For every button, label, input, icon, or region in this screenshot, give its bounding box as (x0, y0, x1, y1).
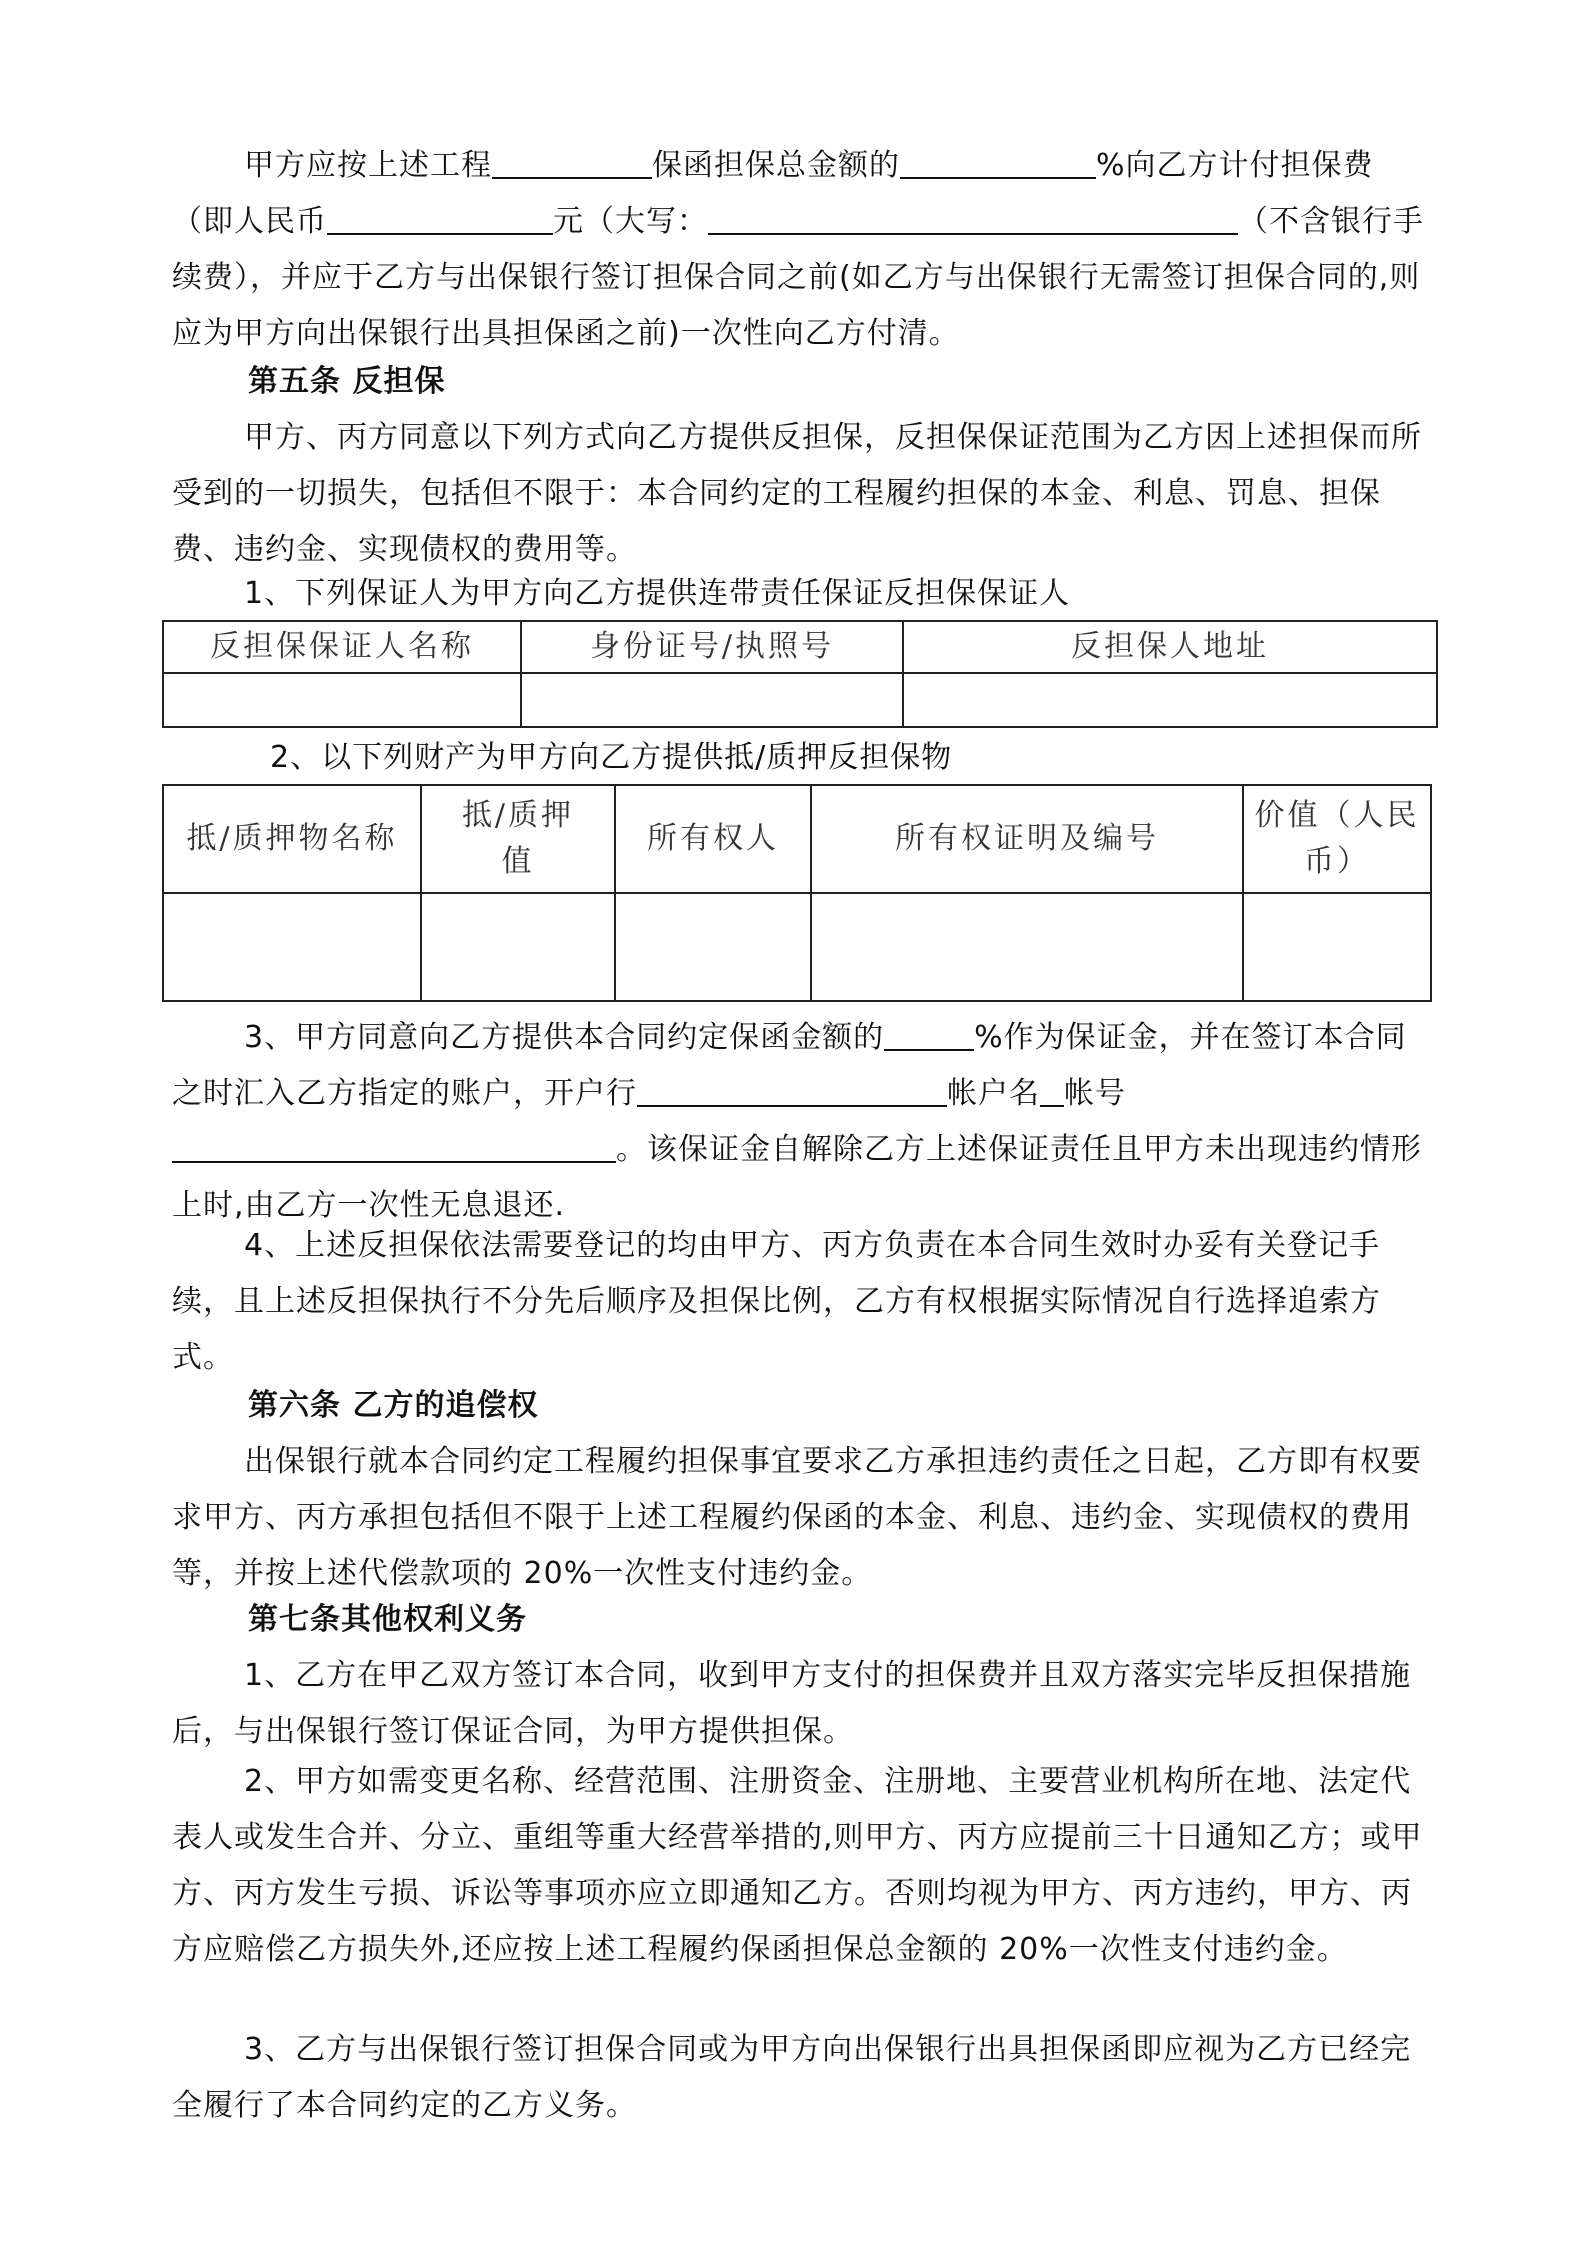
guarantee-fee-paragraph (172, 138, 1432, 362)
article-7-item-2: 2、甲方如需变更名称、经营范围、注册资金、注册地、主要营业机构所在地、法定代表人或发生合并、分立、重组等重大经营举措的,则甲方、丙方应提前三十日通知乙方；或甲方、丙方发生亏损、诉讼等事项亦应立即通知乙方。否则均视为甲方、丙方违约，甲方、丙方应赔偿乙方损失外,还应按上述工程履约保函担保总金额的 20%一次性支付违约金。 (172, 1764, 1423, 1967)
header-cell: 抵/质押物名称 (163, 785, 421, 893)
article-5-intro: 甲方、丙方同意以下列方式向乙方提供反担保，反担保保证范围为乙方因上述担保而所受到的一切损失，包括但不限于：本合同约定的工程履约担保的本金、利息、罚息、担保费、违约金、实现债权的费用等。 (172, 420, 1422, 567)
article-5-title: 第五条 反担保 (248, 364, 446, 399)
table-cell[interactable] (1243, 893, 1431, 1001)
header-cell: 抵/质押值 (421, 785, 615, 893)
article-5-item-3 (172, 1010, 1432, 1234)
text-segment: 3、甲方同意向乙方提供本合同约定保函金额的 (244, 1020, 885, 1055)
blank-account-number[interactable] (172, 1127, 616, 1163)
text-segment: 元（大写： (553, 204, 708, 239)
blank-account-name[interactable] (1040, 1071, 1064, 1107)
header-cell: 反担保人地址 (903, 621, 1437, 673)
collateral-table (162, 784, 1432, 1002)
blank-project[interactable] (492, 143, 652, 179)
text-segment: 帐户名 (947, 1076, 1040, 1111)
article-5-item-4: 4、上述反担保依法需要登记的均由甲方、丙方负责在本合同生效时办妥有关登记手续，且上述反担保执行不分先后顺序及担保比例，乙方有权根据实际情况自行选择追索方式。 (172, 1228, 1381, 1375)
article-7-item-3: 3、乙方与出保银行签订担保合同或为甲方向出保银行出具担保函即应视为乙方已经完全履行了本合同约定的乙方义务。 (172, 2032, 1412, 2123)
text-segment: %向乙方计付担保费（即人民币 (172, 148, 1374, 239)
article-5-item-2: 2、以下列财产为甲方向乙方提供抵/质押反担保物 (270, 740, 953, 775)
article-5-item-1: 1、下列保证人为甲方向乙方提供连带责任保证反担保保证人 (244, 576, 1071, 611)
blank-deposit-percent[interactable] (884, 1015, 974, 1051)
table-cell[interactable] (163, 893, 421, 1001)
text-segment: （不含银行手续费），并应于乙方与出保银行签订担保合同之前(如乙方与出保银行无需签订担保合同的,则应为甲方向出保银行出具担保函之前)一次性向乙方付清。 (172, 204, 1424, 351)
table-cell[interactable] (521, 673, 903, 727)
article-6-title: 第六条 乙方的追偿权 (248, 1388, 539, 1423)
table-row (163, 893, 1431, 1001)
blank-amount-words[interactable] (708, 199, 1238, 235)
table-cell[interactable] (811, 893, 1243, 1001)
header-cell: 反担保保证人名称 (163, 621, 521, 673)
article-6-body: 出保银行就本合同约定工程履约担保事宜要求乙方承担违约责任之日起，乙方即有权要求甲方、丙方承担包括但不限于上述工程履约保函的本金、利息、违约金、实现债权的费用等，并按上述代偿款项的 20%一次性支付违约金。 (172, 1444, 1422, 1591)
article-7-item-1: 1、乙方在甲乙双方签订本合同，收到甲方支付的担保费并且双方落实完毕反担保措施后，与出保银行签订保证合同，为甲方提供担保。 (172, 1658, 1412, 1749)
blank-bank[interactable] (637, 1071, 947, 1107)
article-7-title: 第七条其他权利义务 (248, 1602, 527, 1637)
text-segment: %作为保证金，并在签订本合同之时汇入乙方指定的账户，开户行 (172, 1020, 1407, 1111)
table-cell[interactable] (421, 893, 615, 1001)
table-cell[interactable] (615, 893, 811, 1001)
blank-amount[interactable] (327, 199, 553, 235)
text-segment: 帐号 (1064, 1076, 1126, 1111)
text-segment: 保函担保总金额的 (652, 148, 900, 183)
guarantor-table (162, 620, 1438, 728)
table-cell[interactable] (903, 673, 1437, 727)
text-segment: 。该保证金自解除乙方上述保证责任且甲方未出现违约情形上时,由乙方一次性无息退还. (172, 1132, 1422, 1223)
table-row (163, 673, 1437, 727)
table-cell[interactable] (163, 673, 521, 727)
header-cell: 身份证号/执照号 (521, 621, 903, 673)
blank-percent[interactable] (900, 143, 1096, 179)
table-header-row (163, 785, 1431, 893)
header-cell: 所有权人 (615, 785, 811, 893)
header-cell: 价值（人民币） (1243, 785, 1431, 893)
table-header-row (163, 621, 1437, 673)
header-cell: 所有权证明及编号 (811, 785, 1243, 893)
text-segment: 甲方应按上述工程 (244, 148, 492, 183)
